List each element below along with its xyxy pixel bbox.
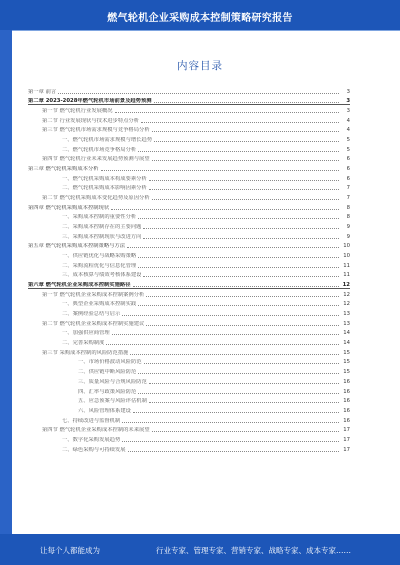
toc-leader-dots [128,450,339,452]
toc-entry-title: 第三节 采购成本控制的风险防范措施 [42,349,129,356]
toc-entry-title: 一、典型企业采购成本控制实践 [62,301,137,308]
toc-entry-page: 15 [343,359,350,366]
toc-entry-title: 第四章 燃气轮机采购成本控制现状 [28,204,110,211]
toc-entry-title: 二、完善采购制度 [62,340,105,347]
toc-leader-dots [154,140,339,142]
toc-entry-page: 16 [343,398,350,405]
toc-entry[interactable] [28,415,350,425]
toc-entry[interactable] [28,396,350,406]
toc-entry-title: 二、绿色采购与可持续发展 [62,446,126,453]
toc-entry-page: 9 [346,233,350,240]
toc-leader-dots [101,169,339,171]
toc-entry-page: 11 [343,272,350,279]
toc-leader-dots [130,353,339,355]
toc-entry[interactable] [28,183,350,193]
toc-leader-dots [127,246,339,248]
toc-entry[interactable] [28,86,350,96]
toc-entry-page: 10 [343,243,350,250]
toc-entry-page: 4 [346,127,350,134]
toc-entry-title: 第二章 2023-2028年燃气轮机市场前景及趋势预测 [28,98,152,105]
toc-entry-page: 12 [343,291,350,298]
toc-leader-dots [111,208,339,210]
toc-entry-title: 四、汇率与政策风险防范 [78,388,137,395]
toc-entry-page: 14 [343,340,350,347]
toc-entry-title: 三、成本核算与绩效考核体系建设 [62,272,142,279]
toc-entry-page: 17 [343,427,350,434]
toc-entry[interactable] [28,270,350,280]
toc-entry-title: 第二节 行业发展现状与技术进步特点分析 [42,117,140,124]
toc-leader-dots [144,362,339,364]
toc-entry-title: 七、持续改进与监督机制 [62,417,121,424]
toc-entry[interactable] [28,125,350,135]
toc-entry-title: 一、供应链优化与战略采购策略 [62,253,137,260]
toc-leader-dots [122,314,339,316]
toc-leader-dots [115,111,339,113]
toc-entry-page: 6 [346,156,350,163]
toc-entry-page: 7 [346,195,350,202]
toc-entry-page: 10 [343,253,350,260]
toc-leader-dots [152,430,339,432]
toc-entry[interactable] [28,173,350,183]
toc-entry-page: 6 [346,166,350,173]
toc-leader-dots [138,217,339,219]
toc-entry-page: 13 [343,311,350,318]
toc-entry-title: 二、采购成本控制存在的主要问题 [62,224,142,231]
toc-entry[interactable] [28,250,350,260]
toc-entry[interactable] [28,376,350,386]
toc-leader-dots [152,130,339,132]
toc-entry[interactable] [28,279,350,289]
toc-leader-dots [138,266,339,268]
toc-entry-title: 一、燃气轮机市场需求规模与增长趋势 [62,137,153,144]
toc-leader-dots [149,401,339,403]
toc-entry-page: 9 [346,224,350,231]
toc-entry-page: 15 [343,349,350,356]
toc-leader-dots [149,179,339,181]
toc-leader-dots [58,92,339,94]
toc-entry-page: 14 [343,330,350,337]
toc-leader-dots [149,188,339,190]
toc-entry-page: 15 [343,369,350,376]
toc-leader-dots [138,150,339,152]
toc-entry[interactable] [28,405,350,415]
toc-entry-title: 一、燃气轮机采购成本构成要素分析 [62,175,147,182]
toc-entry[interactable] [28,386,350,396]
footer-slogan-right: 行业专家、管理专家、营销专家、战略专家、成本专家…… [156,546,351,555]
toc-leader-dots [112,333,339,335]
toc-entry-title: 一、数字化采购发展趋势 [62,436,121,443]
toc-entry-title: 第一节 燃气轮机企业采购成本控制案例分析 [42,291,145,298]
toc-entry[interactable] [28,202,350,212]
toc-entry[interactable] [28,144,350,154]
toc-entry[interactable] [28,425,350,435]
toc-entry[interactable] [28,347,350,357]
toc-entry-title: 二、案例经验总结与启示 [62,311,121,318]
toc-entry[interactable] [28,366,350,376]
toc-entry[interactable] [28,134,350,144]
toc-leader-dots [138,304,339,306]
toc-entry[interactable] [28,357,350,367]
toc-entry-page: 7 [346,185,350,192]
left-accent-strip [0,30,12,534]
toc-entry-page: 4 [346,117,350,124]
toc-entry[interactable] [28,434,350,444]
toc-entry-page: 17 [343,446,350,453]
toc-entry[interactable] [28,115,350,125]
footer-slogan-left: 让每个人都能成为 [40,546,100,555]
toc-entry-page: 3 [346,98,350,105]
toc-entry-page: 6 [346,175,350,182]
toc-entry-page: 11 [343,262,350,269]
toc-entry[interactable] [28,105,350,115]
toc-leader-dots [152,198,339,200]
toc-leader-dots [122,421,339,423]
report-header [0,0,400,31]
toc-entry-title: 第二节 燃气轮机采购成本变化趋势及原因分析 [42,195,150,202]
toc-entry-title: 三、质量风险与合规风险防范 [78,378,147,385]
toc-entry-page: 17 [343,436,350,443]
toc-entry[interactable] [28,299,350,309]
toc-entry-page: 13 [343,320,350,327]
toc-leader-dots [146,295,339,297]
toc-entry-title: 第四节 燃气轮机企业采购成本控制的未来展望 [42,427,150,434]
toc-entry-page: 12 [343,301,350,308]
toc-entry-page: 8 [346,204,350,211]
toc-entry[interactable] [28,289,350,299]
toc-entry-page: 5 [346,137,350,144]
report-footer [0,534,400,565]
toc-entry[interactable] [28,163,350,173]
toc-entry-title: 二、燃气轮机采购成本影响因素分析 [62,185,147,192]
toc-entry-title: 三、采购成本控制现状与改进方向 [62,233,142,240]
toc-entry-page: 16 [343,407,350,414]
toc-entry-page: 3 [346,108,350,115]
toc-leader-dots [143,227,339,229]
toc-entry-title: 一、采购成本控制的重要性分析 [62,214,137,221]
toc-leader-dots [143,237,339,239]
toc-entry[interactable] [28,260,350,270]
toc-entry-title: 五、应急预案与风险评估机制 [78,398,147,405]
toc-leader-dots [154,101,339,103]
toc-leader-dots [133,411,339,413]
toc-entry-title: 二、采购流程优化与信息化管理 [62,262,137,269]
toc-entry[interactable] [28,231,350,241]
toc-entry-title: 第三章 燃气轮机采购成本分析 [28,166,99,173]
toc-leader-dots [152,159,339,161]
toc-entry-page: 16 [343,417,350,424]
toc-entry[interactable] [28,212,350,222]
toc-leader-dots [138,372,339,374]
toc-leader-dots [143,275,339,277]
toc-entry-title: 第三节 燃气轮机市场需求规模与竞争格局分析 [42,127,150,134]
toc-leader-dots [122,440,339,442]
toc-entry-title: 第一章 前言 [28,88,57,95]
toc-entry-title: 二、供应链中断风险防范 [78,369,137,376]
toc-entry-title: 第四节 燃气轮机行业未来发展趋势预测与展望 [42,156,150,163]
toc-entry-title: 第二节 燃气轮机企业采购成本控制实施建议 [42,320,145,327]
toc-heading: 内容目录 [177,60,223,72]
toc-leader-dots [106,343,339,345]
toc-entry[interactable] [28,318,350,328]
toc-entry-title: 一、加强供应商管理 [62,330,110,337]
toc-entry-page: 16 [343,378,350,385]
toc-entry-page: 3 [346,88,350,95]
toc-entry[interactable] [28,221,350,231]
toc-leader-dots [149,382,339,384]
toc-entry-title: 第一节 燃气轮机行业发展概况 [42,108,113,115]
toc-entry-page: 5 [346,146,350,153]
toc-entry[interactable] [28,328,350,338]
toc-leader-dots [146,324,339,326]
toc-entry[interactable] [28,444,350,454]
toc-entry-title: 第六章 燃气轮机企业采购成本控制实施路径 [28,282,131,289]
toc-entry-page: 16 [343,388,350,395]
toc-entry-title: 第五章 燃气轮机采购成本控制策略与方法 [28,243,126,250]
toc-entry[interactable] [28,154,350,164]
toc-entry-title: 六、风险管理体系建设 [78,407,131,414]
table-of-contents [28,86,350,454]
toc-entry[interactable] [28,337,350,347]
toc-entry-title: 二、燃气轮机市场竞争格局分析 [62,146,137,153]
toc-leader-dots [133,285,340,287]
toc-entry-title: 一、市场价格波动风险防范 [78,359,142,366]
toc-entry[interactable] [28,241,350,251]
report-title: 燃气轮机企业采购成本控制策略研究报告 [107,13,293,24]
toc-entry[interactable] [28,308,350,318]
toc-entry-page: 8 [346,214,350,221]
toc-entry-page: 12 [342,282,350,289]
toc-entry[interactable] [28,192,350,202]
toc-leader-dots [138,392,339,394]
toc-entry[interactable] [28,96,350,106]
toc-leader-dots [141,121,339,123]
toc-leader-dots [138,256,339,258]
